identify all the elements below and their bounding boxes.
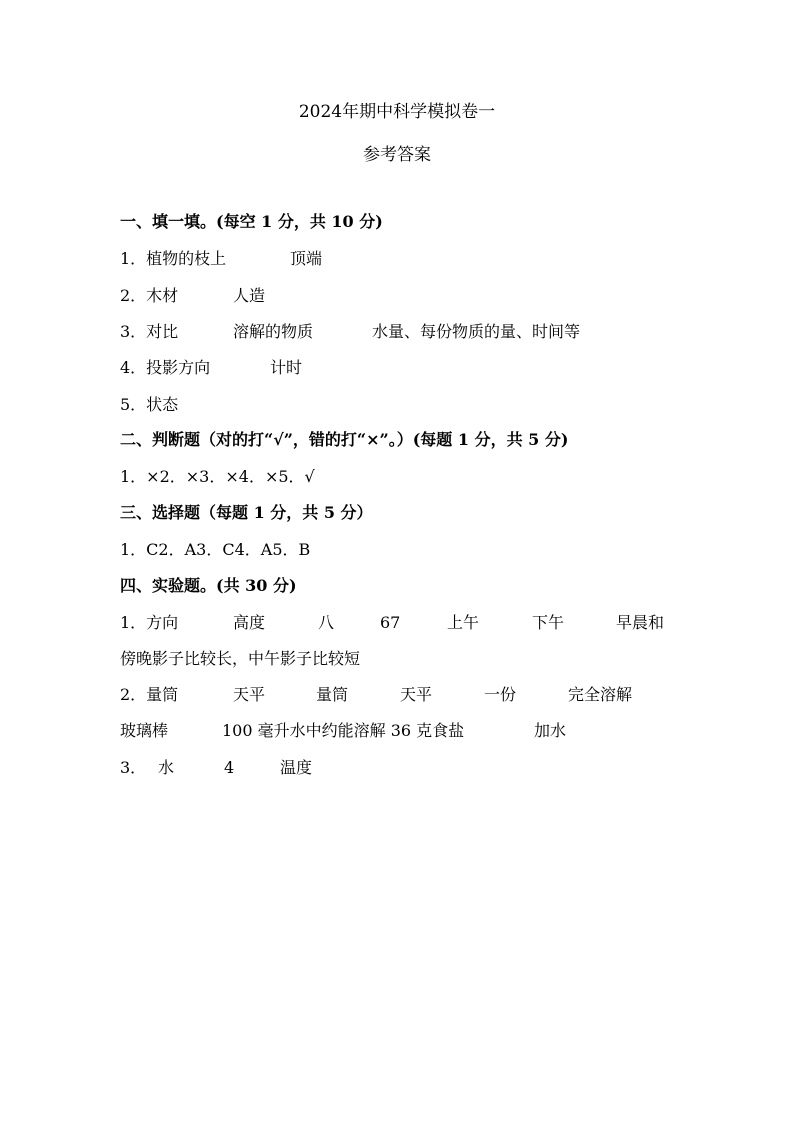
s4-q3 — [120, 757, 720, 779]
s4-q1-continuation: 傍晚影子比较长，中午影子比较短 — [120, 649, 361, 668]
s1-q4-answer-2: 计时 — [270, 358, 303, 377]
s1-q2-answer-1: 2．木材 — [120, 286, 179, 305]
s4-q2-answer-9: 加水 — [534, 721, 567, 740]
s4-q1 — [120, 612, 720, 634]
s4-q3-answer-1: 水 — [158, 758, 175, 777]
page-title: 2024年期中科学模拟卷一 — [298, 102, 496, 122]
s4-q2-answer-6: 完全溶解 — [568, 685, 633, 704]
section3-answers: 1．C2．A3．C4．A5．B — [120, 540, 311, 559]
s1-q3-answer-2: 溶解的物质 — [233, 322, 314, 341]
section2-answers: 1．×2．×3．×4．×5．√ — [120, 467, 315, 486]
s1-q2 — [120, 285, 720, 307]
s1-q4 — [120, 357, 720, 379]
s1-q3 — [120, 321, 720, 343]
s4-q2-answer-3: 量筒 — [316, 685, 349, 704]
s4-q1-answer-2: 高度 — [233, 613, 266, 632]
section1-heading: 一、填一填。(每空 1 分，共 10 分) — [120, 212, 383, 231]
section2-heading: 二、判断题（对的打“√”，错的打“×”。）(每题 1 分，共 5 分) — [120, 430, 569, 449]
s1-q3-answer-1: 3．对比 — [120, 322, 179, 341]
section4-heading: 四、实验题。(共 30 分) — [120, 576, 297, 595]
s4-q2-answer-4: 天平 — [400, 685, 433, 704]
s1-q1-answer-1: 1．植物的枝上 — [120, 249, 227, 268]
s1-q2-answer-2: 人造 — [233, 286, 266, 305]
s1-q1-answer-2: 顶端 — [290, 249, 323, 268]
page-subtitle: 参考答案 — [363, 145, 431, 165]
s4-q2-answer-7: 玻璃棒 — [120, 721, 169, 740]
s4-q2 — [120, 684, 720, 706]
section3-heading: 三、选择题（每题 1 分，共 5 分） — [120, 503, 373, 522]
s4-q1-answer-1: 1．方向 — [120, 613, 179, 632]
s4-q1-answer-7: 早晨和 — [616, 613, 665, 632]
s4-q2-answer-2: 天平 — [233, 685, 266, 704]
s4-q1-answer-6: 下午 — [532, 613, 565, 632]
s4-q1-answer-5: 上午 — [447, 613, 480, 632]
s1-q1 — [120, 248, 720, 270]
s4-q1-answer-4: 67 — [380, 613, 401, 632]
s4-q1-answer-3: 八 — [318, 613, 335, 632]
s1-q5: 5．状态 — [120, 395, 179, 414]
s4-q3-answer-2: 4 — [224, 758, 235, 777]
s1-q4-answer-1: 4．投影方向 — [120, 358, 211, 377]
s4-q2-answer-8: 100 毫升水中约能溶解 36 克食盐 — [222, 721, 465, 740]
s4-q3-number: 3． — [120, 758, 147, 777]
s4-q2-answer-1: 2．量筒 — [120, 685, 179, 704]
s4-q2-answer-5: 一份 — [484, 685, 517, 704]
s4-q2-continuation — [120, 720, 720, 742]
s4-q3-answer-3: 温度 — [280, 758, 313, 777]
s1-q3-answer-3: 水量、每份物质的量、时间等 — [372, 322, 581, 341]
